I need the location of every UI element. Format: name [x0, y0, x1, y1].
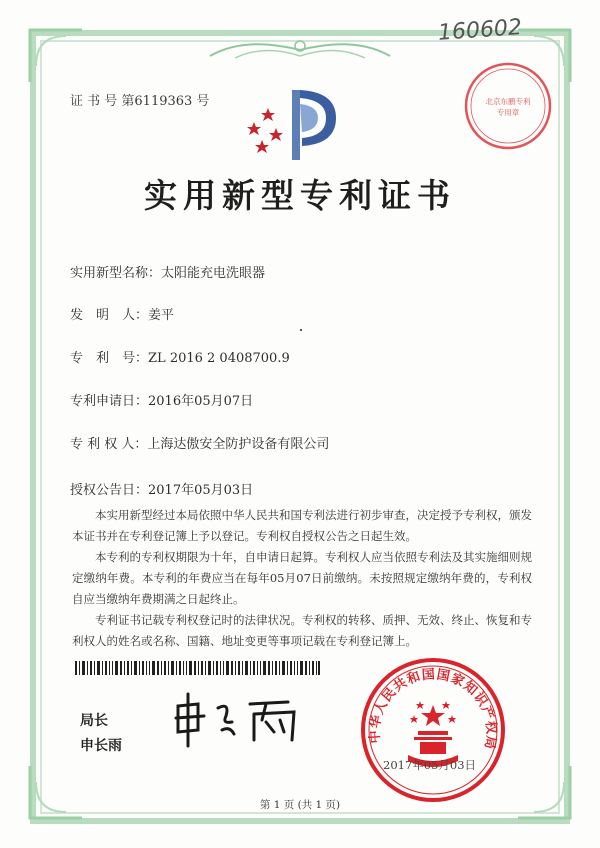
handwritten-signature [170, 690, 310, 750]
agency-seal-icon [462, 60, 554, 152]
corner-ornament-bl [26, 762, 86, 822]
barcode [75, 661, 320, 675]
patentee-value: 上海达傲安全防护设备有限公司 [147, 437, 330, 452]
seal-outer-text: 中华人民共和国国家知识产权局 [367, 667, 499, 752]
seal-date: 2017年05月03日 [383, 758, 477, 772]
svg-text:专用章: 专用章 [496, 108, 520, 117]
page-number: 第 1 页 (共 1 页) [259, 799, 341, 811]
utility-model-name-label: 实用新型名称： [70, 266, 162, 281]
body-paragraph-3: 专利证书记载专利权登记时的法律状况。专利权的转移、质押、无效、终止、恢复和专利权人的姓名或名称、国籍、地址变更等事项记载在专利登记簿上。 [72, 613, 532, 648]
margin-dot [300, 329, 302, 331]
utility-model-name-value: 太阳能充电洗眼器 [161, 266, 266, 281]
inventor-label: 发 明 人： [70, 308, 149, 323]
grant-date-label: 授权公告日： [70, 483, 149, 498]
inventor-value: 姜平 [148, 308, 175, 323]
signatory-name: 申长雨 [80, 738, 122, 754]
filing-date-value: 2016年05月07日 [148, 394, 254, 409]
handwritten-note: 160602 [437, 15, 523, 46]
filing-date-label: 专利申请日： [70, 394, 149, 409]
signatory-role: 局长 [80, 713, 108, 729]
body-paragraph-1: 本实用新型经过本局依照中华人民共和国专利法进行初步审查，决定授予专利权，颁发本证书并在专利登记簿上予以登记。专利权自授权公告之日起生效。 [72, 508, 532, 543]
patent-office-logo-icon [240, 82, 360, 166]
official-seal-icon [358, 655, 508, 805]
grant-date-value: 2017年05月03日 [148, 483, 254, 498]
corner-ornament-br [514, 762, 574, 822]
patent-number-value: ZL 2016 2 0408700.9 [148, 351, 290, 366]
patentee-label: 专 利 权 人： [70, 437, 148, 452]
inventor-row [70, 304, 174, 323]
corner-ornament-tl [26, 26, 86, 86]
filing-date-row [70, 390, 253, 409]
certificate-title: 实用新型专利证书 [144, 176, 456, 215]
certificate-body [72, 505, 532, 652]
grant-date-row [70, 479, 253, 498]
top-ornament [205, 36, 395, 64]
patent-number-row [70, 347, 290, 366]
svg-text:北京东鹏专利: 北京东鹏专利 [485, 97, 531, 106]
certificate-number: 证 书 号 第6119363 号 [70, 94, 210, 109]
patent-number-label: 专 利 号： [70, 351, 149, 366]
patentee-row [70, 433, 329, 452]
body-paragraph-2: 本专利的专利权期限为十年，自申请日起算。专利权人应当依照专利法及其实施细则规定缴纳年费。本专利的年费应当在每年05月07日前缴纳。未按照规定缴纳年费的，专利权自应当缴纳年费期满之日起终止。 [72, 550, 532, 606]
utility-model-name-row [70, 262, 265, 281]
